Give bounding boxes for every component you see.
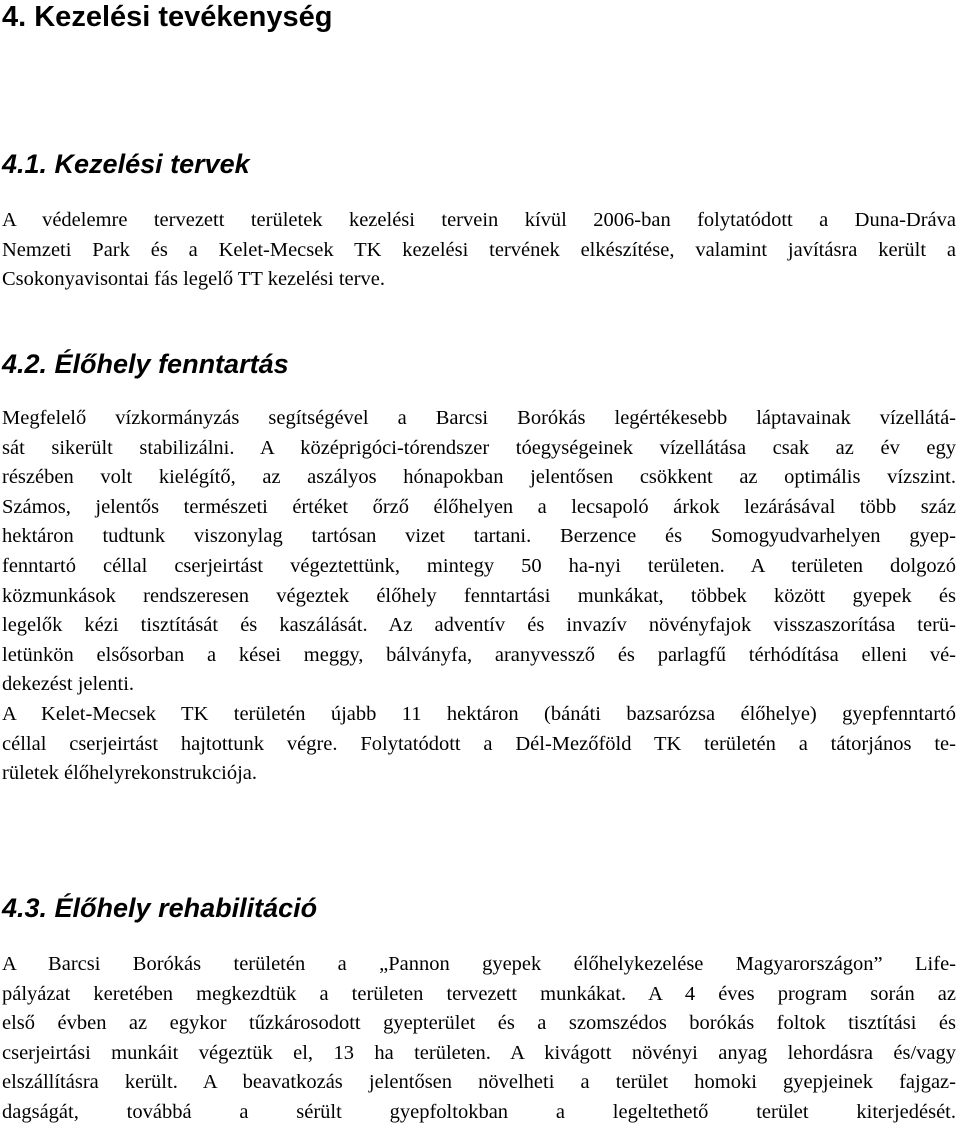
text-line: első évben az egykor tűzkárosodott gyepterület és a szomszédos borókás foltok tisztítási és	[2, 1012, 956, 1035]
text-line: legelők kézi tisztítását és kaszálását. Az adventív és invazív növényfajok visszaszorítása terü-	[2, 614, 956, 637]
section-4-3-paragraph	[2, 950, 956, 1128]
text-line: A Kelet-Mecsek TK területén újabb 11 hektáron (bánáti bazsarózsa élőhelye) gyepfenntartó	[2, 702, 956, 725]
text-line: Számos, jelentős természeti értéket őrző élőhelyen a lecsapoló árkok lezárásával több száz	[2, 495, 956, 518]
text-line: sát sikerült stabilizálni. A középrigóci-tórendszer tóegységeinek vízellátása csak az év egy	[2, 436, 956, 459]
main-heading: 4. Kezelési tevékenység	[2, 1, 333, 33]
text-line: Megfelelő vízkormányzás segítségével a Barcsi Borókás legértékesebb láptavainak vízellátá-	[2, 407, 956, 429]
text-line: fenntartó céllal cserjeirtást végeztettünk, mintegy 50 ha-nyi területen. A területen dolgozó	[2, 554, 956, 577]
text-line: A védelemre tervezett területek kezelési tervein kívül 2006-ban folytatódott a Duna-Dráva	[2, 209, 956, 231]
section-4-2-paragraph	[2, 404, 956, 789]
text-line: közmunkások rendszeresen végeztek élőhely fenntartási munkákat, többek között gyepek és	[2, 584, 956, 607]
text-line: dagságát, továbbá a sérült gyepfoltokban a legeltethető terület kiterjedését.	[2, 1100, 956, 1123]
section-heading-4-1: 4.1. Kezelési tervek	[2, 149, 250, 179]
text-line: A Barcsi Borókás területén a „Pannon gyepek élőhelykezelése Magyarországon” Life-	[2, 953, 956, 975]
text-line: céllal cserjeirtást hajtottunk végre. Folytatódott a Dél-Mezőföld TK területén a tátorjános te-	[2, 732, 956, 755]
text-line: letünkön elsősorban a kései meggy, bálványfa, aranyvessző és parlagfű térhódítása elleni vé-	[2, 643, 956, 666]
section-4-1-paragraph	[2, 206, 956, 295]
text-line: elszállításra került. A beavatkozás jelentősen növelheti a terület homoki gyepjeinek fajgaz-	[2, 1071, 956, 1094]
section-heading-4-2: 4.2. Élőhely fenntartás	[2, 349, 289, 379]
text-line: Csokonyavisontai fás legelő TT kezelési terve.	[2, 268, 385, 291]
text-line: rületek élőhelyrekonstrukciója.	[2, 762, 258, 785]
text-line: hektáron tudtunk viszonylag tartósan vizet tartani. Berzence és Somogyudvarhelyen gyep-	[2, 525, 956, 548]
section-heading-4-3: 4.3. Élőhely rehabilitáció	[2, 893, 318, 923]
text-line: részében volt kielégítő, az aszályos hónapokban jelentősen csökkent az optimális vízszint.	[2, 466, 956, 489]
text-line: dekezést jelenti.	[2, 673, 135, 696]
text-line: cserjeirtási munkáit végeztük el, 13 ha területen. A kivágott növényi anyag lehordásra és/vagy	[2, 1041, 956, 1064]
text-line: Nemzeti Park és a Kelet-Mecsek TK kezelési tervének elkészítése, valamint javításra került a	[2, 238, 956, 261]
text-line: pályázat keretében megkezdtük a területen tervezett munkákat. A 4 éves program során az	[2, 982, 956, 1005]
